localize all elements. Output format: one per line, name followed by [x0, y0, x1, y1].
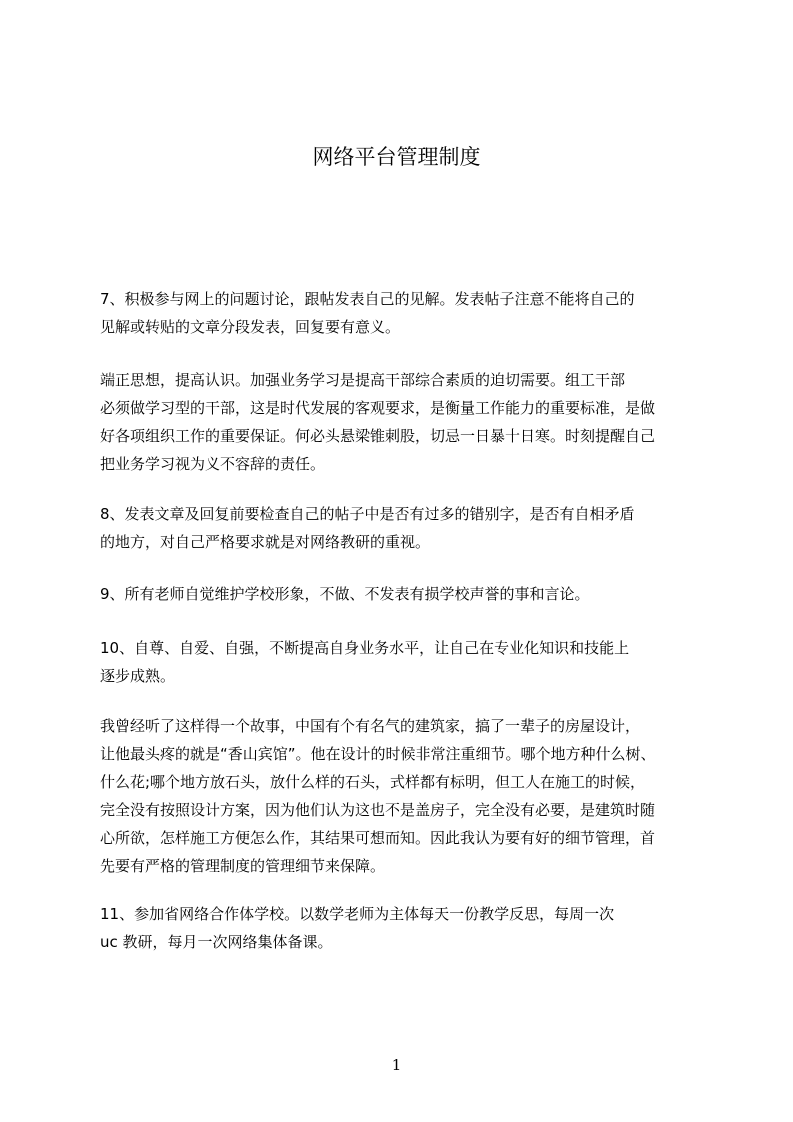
paragraph-line: 必须做学习型的干部，这是时代发展的客观要求，是衡量工作能力的重要标准，是做: [100, 399, 656, 417]
paragraph-line: 先要有严格的管理制度的管理细节来保障。: [100, 857, 386, 875]
paragraph-line: 心所欲，怎样施工方便怎么作，其结果可想而知。因此我认为要有好的细节管理，首: [100, 829, 656, 847]
paragraph-line: uc 教研，每月一次网络集体备课。: [100, 933, 333, 951]
paragraph-line: 11、参加省网络合作体学校。以数学老师为主体每天一份教学反思，每周一次: [100, 905, 615, 923]
page-number: 1: [391, 1056, 402, 1074]
paragraph-line: 把业务学习视为义不容辞的责任。: [100, 455, 326, 473]
paragraph-line: 逐步成熟。: [100, 667, 176, 685]
paragraph-item-11: [100, 900, 710, 956]
paragraph-line: 8、发表文章及回复前要检查自己的帖子中是否有过多的错别字，是否有自相矛盾: [100, 505, 635, 523]
paragraph-item-7: [100, 285, 710, 341]
paragraph-line: 见解或转贴的文章分段发表，回复要有意义。: [100, 318, 401, 336]
paragraph-line: 7、积极参与网上的问题讨论，跟帖发表自己的见解。发表帖子注意不能将自己的: [100, 290, 635, 308]
paragraph-line: 的地方，对自己严格要求就是对网络教研的重视。: [100, 533, 431, 551]
paragraph-story: [100, 712, 710, 880]
paragraph-line: 好各项组织工作的重要保证。何必头悬梁锥刺股，切忌一日暴十日寒。时刻提醒自己: [100, 427, 656, 445]
page-title: 网络平台管理制度: [312, 145, 481, 169]
paragraph-line: 10、自尊、自爱、自强，不断提高自身业务水平，让自己在专业化知识和技能上: [100, 639, 630, 657]
paragraph-item-9: [100, 580, 710, 608]
paragraph-line: 9、所有老师自觉维护学校形象，不做、不发表有损学校声誉的事和言论。: [100, 585, 590, 603]
paragraph-line: 我曾经听了这样得一个故事，中国有个有名气的建筑家，搞了一辈子的房屋设计，: [100, 717, 641, 735]
paragraph-line: 端正思想，提高认识。加强业务学习是提高干部综合素质的迫切需要。组工干部: [100, 371, 626, 389]
paragraph-study: [100, 366, 710, 478]
paragraph-item-10: [100, 634, 710, 690]
paragraph-line: 什么花;哪个地方放石头，放什么样的石头，式样都有标明，但工人在施工的时候，: [100, 773, 646, 791]
paragraph-item-8: [100, 500, 710, 556]
paragraph-line: 让他最头疼的就是“香山宾馆”。他在设计的时候非常注重细节。哪个地方种什么树、: [100, 745, 656, 763]
paragraph-line: 完全没有按照设计方案，因为他们认为这也不是盖房子，完全没有必要，是建筑时随: [100, 801, 656, 819]
